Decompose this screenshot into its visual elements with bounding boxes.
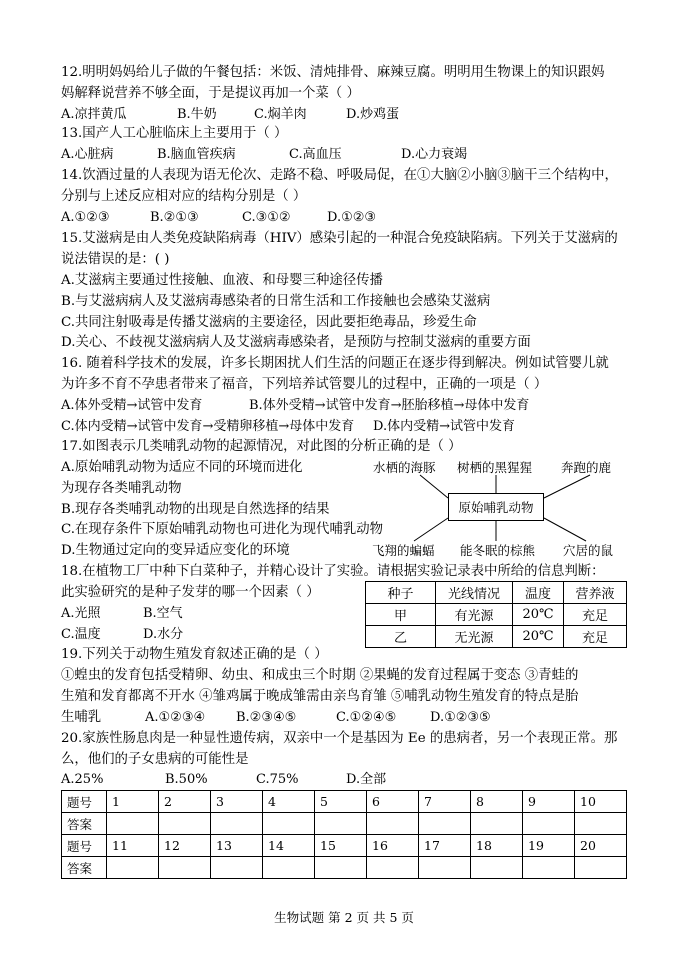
q18-option-a[interactable]: A.光照	[61, 606, 101, 621]
q19-statements-line1: ①蝗虫的发育包括受精卵、幼虫、和成虫三个时期 ②果蝇的发育过程属于变态 ③青蛙的	[61, 668, 579, 683]
answer-cell[interactable]	[211, 813, 263, 835]
table-header: 光线情况	[436, 582, 513, 604]
q16-option-b[interactable]: B.体外受精→试管中发育→胚胎移植→母体中发育	[249, 398, 530, 413]
q13-stem: 13.国产人工心脏临床上主要用于（ ）	[61, 126, 288, 141]
q18-option-b[interactable]: B.空气	[143, 606, 183, 621]
table-cell: 乙	[366, 626, 436, 648]
table-cell: 20℃	[513, 604, 564, 626]
answer-input-row	[62, 813, 627, 835]
table-cell: 充足	[564, 626, 627, 648]
q15-stem-line2: 说法错误的是：( )	[61, 252, 170, 267]
answer-number-row	[62, 835, 627, 857]
q14-option-c[interactable]: C.③①②	[242, 210, 291, 225]
table-header: 温度	[513, 582, 564, 604]
q14-stem-line2: 分别与上述反应相对应的结构分别是（ ）	[61, 189, 307, 204]
question-number: 5	[315, 791, 367, 813]
q14-option-a[interactable]: A.①②③	[61, 210, 110, 225]
answer-cell[interactable]	[107, 857, 159, 879]
line-deer	[544, 475, 590, 498]
q13-option-d[interactable]: D.心力衰竭	[401, 147, 468, 162]
question-number: 16	[367, 835, 419, 857]
answer-cell[interactable]	[159, 857, 211, 879]
answer-table	[61, 790, 627, 879]
q15-stem-line1: 15.艾滋病是由人类免疫缺陷病毒（HIV）感染引起的一种混合免疫缺陷病。下列关于艾滋病的	[61, 231, 618, 246]
q17-stem: 17.如图表示几类哺乳动物的起源情况，对此图的分析正确的是（ ）	[61, 439, 462, 454]
q13-option-b[interactable]: B.脑血管疾病	[157, 147, 236, 162]
question-number: 3	[211, 791, 263, 813]
question-number: 10	[575, 791, 627, 813]
question-number: 1	[107, 791, 159, 813]
q18-experiment-table	[365, 581, 627, 648]
q18-stem-line2: 此实验研究的是种子发芽的哪一个因素（ ）	[61, 585, 320, 600]
q20-option-a[interactable]: A.25%	[61, 772, 104, 787]
answer-cell[interactable]	[523, 813, 575, 835]
q17-option-b[interactable]: B.现存各类哺乳动物的出现是自然选择的结果	[61, 502, 330, 517]
q19-option-a[interactable]: A.①②③④	[145, 710, 206, 725]
q20-option-d[interactable]: D.全部	[346, 772, 387, 787]
question-number: 17	[419, 835, 471, 857]
diagram-label-dolphin: 水栖的海豚	[373, 460, 436, 475]
answer-cell[interactable]	[367, 813, 419, 835]
question-number: 2	[159, 791, 211, 813]
row-label: 答案	[62, 857, 107, 879]
answer-cell[interactable]	[211, 857, 263, 879]
answer-cell[interactable]	[107, 813, 159, 835]
q15-option-d[interactable]: D.关心、不歧视艾滋病病人及艾滋病毒感染者，是预防与控制艾滋病的重要方面	[61, 335, 531, 350]
question-number: 7	[419, 791, 471, 813]
q19-stem: 19.下列关于动物生殖发育叙述正确的是（ ）	[61, 647, 328, 662]
q14-stem-line1: 14.饮酒过量的人表现为语无伦次、走路不稳、呼吸局促，在①大脑②小脑③脑干三个结构中，	[61, 168, 618, 183]
question-number: 18	[471, 835, 523, 857]
diagram-center-box: 原始哺乳动物	[448, 493, 544, 521]
question-number: 12	[159, 835, 211, 857]
q13-option-a[interactable]: A.心脏病	[61, 147, 114, 162]
q13-option-c[interactable]: C.高血压	[289, 147, 342, 162]
q12-option-a[interactable]: A.凉拌黄瓜	[61, 107, 127, 122]
question-number: 20	[575, 835, 627, 857]
line-mouse	[544, 518, 586, 541]
q16-option-a[interactable]: A.体外受精→试管中发育	[61, 398, 203, 413]
answer-cell[interactable]	[471, 857, 523, 879]
diagram-label-bat: 飞翔的蝙蝠	[372, 543, 435, 558]
diagram-label-mouse: 穴居的鼠	[563, 543, 614, 558]
question-number: 6	[367, 791, 419, 813]
q12-option-d[interactable]: D.炒鸡蛋	[346, 107, 400, 122]
q16-option-c[interactable]: C.体内受精→试管中发育→受精卵移植→母体中发育	[61, 419, 355, 434]
table-header-row	[366, 582, 627, 604]
line-dolphin	[420, 475, 448, 498]
q15-option-c[interactable]: C.共同注射吸毒是传播艾滋病的主要途径，因此要拒绝毒品，珍爱生命	[61, 315, 477, 330]
q17-option-a-line2[interactable]: 为现存各类哺乳动物	[61, 481, 182, 496]
answer-cell[interactable]	[367, 857, 419, 879]
diagram-label-chimpanzee: 树栖的黑猩猩	[457, 460, 533, 475]
q20-option-c[interactable]: C.75%	[256, 772, 299, 787]
table-row	[366, 626, 627, 648]
q12-option-c[interactable]: C.焖羊肉	[254, 107, 307, 122]
question-number: 8	[471, 791, 523, 813]
question-number: 14	[263, 835, 315, 857]
question-number: 9	[523, 791, 575, 813]
q16-option-d[interactable]: D.体内受精→试管中发育	[373, 419, 515, 434]
q19-statements-line3: 生哺乳	[61, 710, 102, 725]
table-cell: 无光源	[436, 626, 513, 648]
q20-stem-line2: 么，他们的子女患病的可能性是	[61, 752, 249, 767]
answer-cell[interactable]	[471, 813, 523, 835]
table-cell: 20℃	[513, 626, 564, 648]
q14-option-d[interactable]: D.①②③	[327, 210, 377, 225]
answer-cell[interactable]	[419, 857, 471, 879]
q18-option-d[interactable]: D.水分	[143, 627, 184, 642]
question-number: 13	[211, 835, 263, 857]
answer-input-row	[62, 857, 627, 879]
q17-option-d[interactable]: D.生物通过定向的变异适应变化的环境	[61, 543, 290, 558]
table-header: 种子	[366, 582, 436, 604]
table-cell: 充足	[564, 604, 627, 626]
answer-cell[interactable]	[575, 813, 627, 835]
q18-stem-line1: 18.在植物工厂中种下白菜种子，并精心设计了实验。请根据实验记录表中所给的信息判断：	[61, 564, 605, 579]
q16-stem-line1: 16. 随着科学技术的发展，许多长期困扰人们生活的问题正在逐步得到解决。例如试管婴儿就	[61, 356, 609, 371]
q17-option-c[interactable]: C.在现存条件下原始哺乳动物也可进化为现代哺乳动物	[61, 522, 384, 537]
q16-stem-line2: 为许多不育不孕患者带来了福音，下列培养试管婴儿的过程中，正确的一项是（ ）	[61, 377, 548, 392]
answer-cell[interactable]	[263, 813, 315, 835]
q12-stem-line1: 12.明明妈妈给儿子做的午餐包括：米饭、清炖排骨、麻辣豆腐。明明用生物课上的知识跟妈	[61, 65, 605, 80]
answer-number-row	[62, 791, 627, 813]
answer-cell[interactable]	[159, 813, 211, 835]
diagram-label-bear: 能冬眠的棕熊	[460, 543, 536, 558]
answer-cell[interactable]	[315, 813, 367, 835]
answer-cell[interactable]	[523, 857, 575, 879]
q18-option-c[interactable]: C.温度	[61, 627, 101, 642]
q15-option-a[interactable]: A.艾滋病主要通过性接触、血液、和母婴三种途径传播	[61, 273, 383, 288]
q15-option-b[interactable]: B.与艾滋病病人及艾滋病毒感染者的日常生活和工作接触也会感染艾滋病	[61, 294, 491, 309]
question-number: 4	[263, 791, 315, 813]
q12-stem-line2: 妈解释说营养不够全面，于是提议再加一个菜（ ）	[61, 86, 360, 101]
line-bat	[414, 518, 448, 541]
question-number: 19	[523, 835, 575, 857]
diagram-label-deer: 奔跑的鹿	[561, 460, 612, 475]
q19-option-d[interactable]: D.①②③⑤	[430, 710, 491, 725]
question-number: 11	[107, 835, 159, 857]
page-footer: 生物试题 第 2 页 共 5 页	[274, 910, 414, 925]
q20-stem-line1: 20.家族性肠息肉是一种显性遗传病，双亲中一个是基因为 Ee 的患病者，另一个表现正常。那	[61, 731, 618, 746]
table-row	[366, 604, 627, 626]
q19-option-b[interactable]: B.②③④⑤	[236, 710, 297, 725]
answer-cell[interactable]	[419, 813, 471, 835]
question-number: 15	[315, 835, 367, 857]
row-label: 题号	[62, 791, 107, 813]
table-header: 营养液	[564, 582, 627, 604]
answer-cell[interactable]	[315, 857, 367, 879]
table-cell: 有光源	[436, 604, 513, 626]
answer-cell[interactable]	[575, 857, 627, 879]
q17-option-a-line1[interactable]: A.原始哺乳动物为适应不同的环境而进化	[61, 460, 303, 475]
q19-statements-line2: 生殖和发育都离不开水 ④雏鸡属于晚成雏需由亲鸟育雏 ⑤哺乳动物生殖发育的特点是胎	[61, 689, 579, 704]
row-label: 题号	[62, 835, 107, 857]
q14-option-b[interactable]: B.②①③	[150, 210, 199, 225]
answer-cell[interactable]	[263, 857, 315, 879]
q19-option-c[interactable]: C.①②④⑤	[336, 710, 397, 725]
row-label: 答案	[62, 813, 107, 835]
q20-option-b[interactable]: B.50%	[165, 772, 208, 787]
q12-option-b[interactable]: B.牛奶	[177, 107, 217, 122]
table-cell: 甲	[366, 604, 436, 626]
